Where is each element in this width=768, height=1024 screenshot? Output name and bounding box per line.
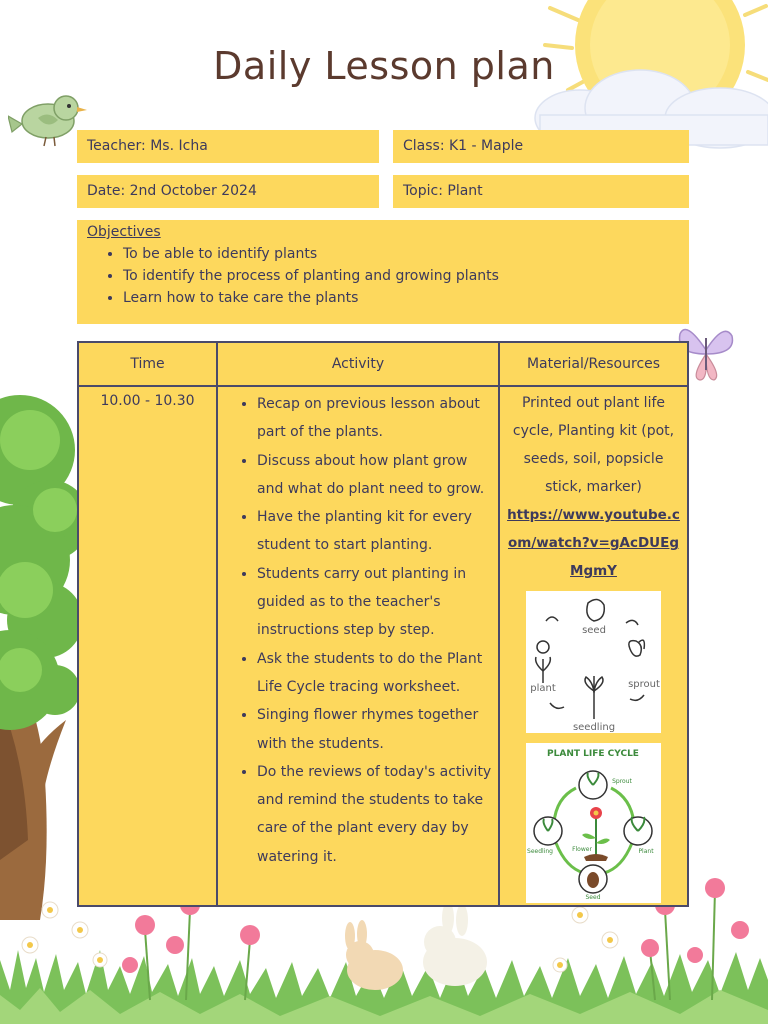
activity-cell <box>217 386 499 906</box>
activity-item: • Students carry out planting in guided as to the teacher's instructions step by step. <box>257 560 497 645</box>
time-cell: 10.00 - 10.30 <box>78 386 217 906</box>
page-title: Daily Lesson plan <box>213 44 555 88</box>
life-cycle-label: Sprout <box>612 778 632 785</box>
worksheet-label: seedling <box>572 722 616 733</box>
objectives-box <box>77 220 689 324</box>
date-field: Date: 2nd October 2024 <box>77 175 379 208</box>
bunny <box>345 902 487 990</box>
worksheet-label: sprout <box>628 679 660 690</box>
youtube-link[interactable]: https://www.youtube.com/watch?v=gAcDUEgMgmY <box>507 507 680 579</box>
activity-item: • Recap on previous lesson about part of the plants. <box>257 390 497 447</box>
life-cycle-label: Seedling <box>527 848 553 855</box>
life-cycle-title: PLANT LIFE CYCLE <box>547 749 639 759</box>
activity-item: • Have the planting kit for every student to start planting. <box>257 503 497 560</box>
objectives-list <box>87 243 679 309</box>
header-activity: Activity <box>217 342 499 386</box>
header-materials: Material/Resources <box>499 342 688 386</box>
plant-life-cycle-image <box>526 743 661 903</box>
activity-item: • Ask the students to do the Plant Life Cycle tracing worksheet. <box>257 645 497 702</box>
class-field: Class: K1 - Maple <box>393 130 689 163</box>
topic-field: Topic: Plant <box>393 175 689 208</box>
life-cycle-label: Flower <box>572 846 592 853</box>
materials-cell <box>499 386 688 906</box>
materials-text: Printed out plant life cycle, Planting kit (pot, seeds, soil, popsicle stick, marker) <box>512 395 675 495</box>
lesson-table <box>77 341 689 907</box>
objective-item: • To be able to identify plants <box>123 243 679 265</box>
worksheet-label: seed <box>582 625 606 636</box>
activity-item: • Singing flower rhymes together with the students. <box>257 701 497 758</box>
objective-item: • Learn how to take care the plants <box>123 287 679 309</box>
life-cycle-label: Plant <box>638 848 654 855</box>
header-time: Time <box>78 342 217 386</box>
teacher-field: Teacher: Ms. Icha <box>77 130 379 163</box>
worksheet-label: plant <box>530 683 556 694</box>
life-cycle-label: Seed <box>585 894 601 901</box>
objectives-heading: Objectives <box>87 224 161 240</box>
objective-item: • To identify the process of planting and growing plants <box>123 265 679 287</box>
activity-item: • Do the reviews of today's activity and remind the students to take care of the plant every day by watering it. <box>257 758 497 871</box>
plant-cycle-worksheet-image <box>526 591 661 733</box>
activity-item: • Discuss about how plant grow and what do plant need to grow. <box>257 447 497 504</box>
